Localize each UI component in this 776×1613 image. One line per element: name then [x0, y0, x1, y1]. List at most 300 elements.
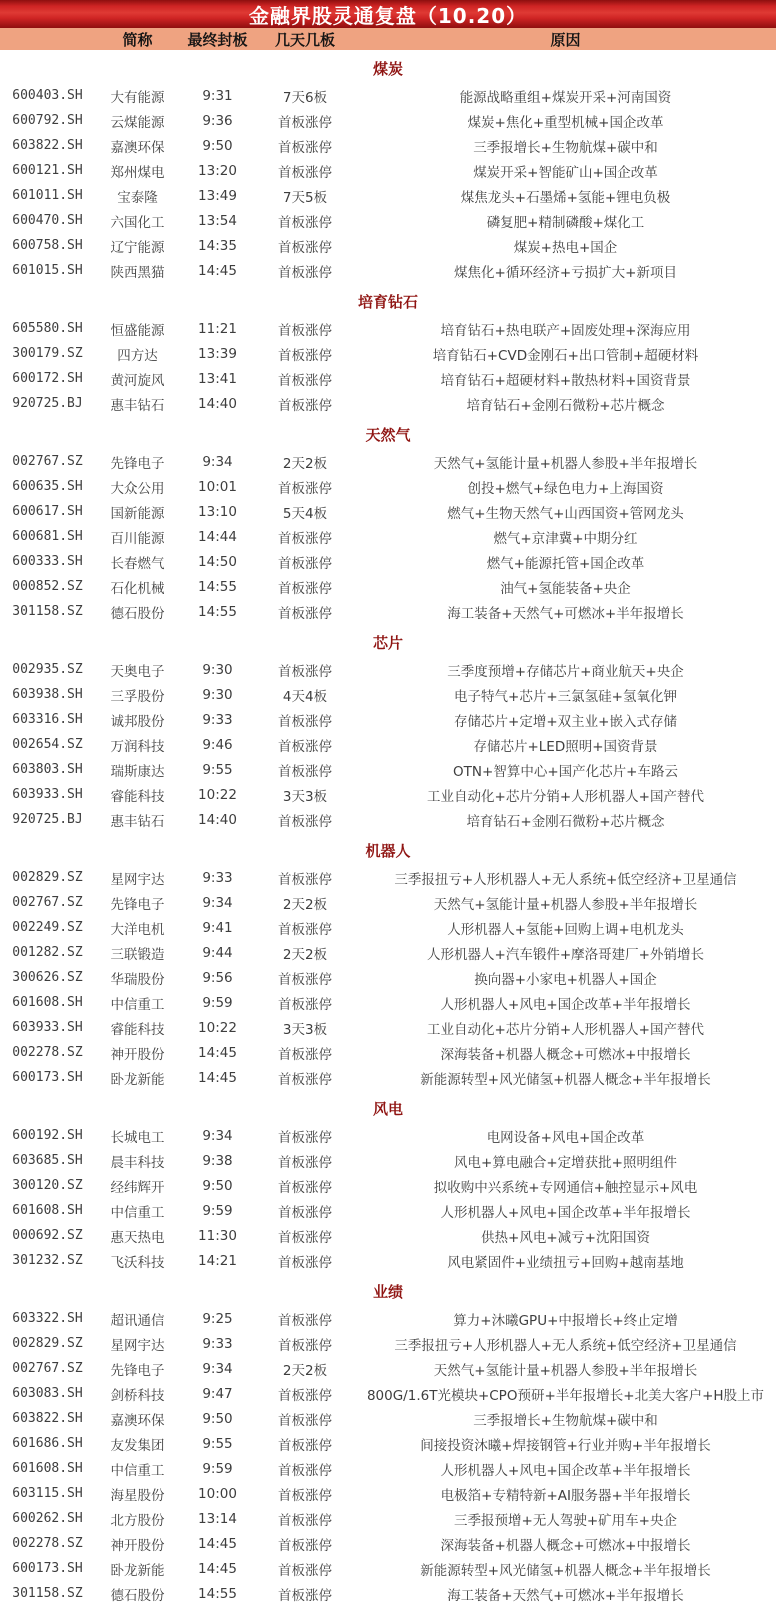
- table-row: [0, 1331, 776, 1356]
- stock-code: 002278.SZ: [12, 1536, 83, 1551]
- limit-up-reason: 人形机器人+风电+国企改革+半年报增长: [440, 996, 691, 1013]
- stock-code: 603083.SH: [12, 1386, 83, 1401]
- stock-code: 600173.SH: [12, 1561, 83, 1576]
- limit-up-reason: 培育钻石+超硬材料+散热材料+国资背景: [440, 372, 691, 389]
- stock-name: 三孚股份: [110, 688, 165, 705]
- seal-time: 9:30: [202, 661, 233, 678]
- limit-up-reason: 深海装备+机器人概念+可燃冰+中报增长: [440, 1046, 691, 1063]
- stock-code: 920725.BJ: [12, 812, 83, 827]
- seal-time: 9:50: [202, 137, 233, 154]
- table-row: [0, 474, 776, 499]
- table-row: [0, 1198, 776, 1223]
- stock-code: 600470.SH: [12, 213, 83, 228]
- stock-code: 301158.SZ: [12, 604, 83, 619]
- limit-up-reason: 煤炭+热电+国企: [513, 239, 618, 256]
- seal-time: 10:01: [198, 478, 237, 495]
- limit-up-reason: 创投+燃气+绿色电力+上海国资: [467, 480, 664, 497]
- board-count: 首板涨停: [278, 871, 332, 888]
- stock-code: 002829.SZ: [12, 870, 83, 885]
- stock-code: 600333.SH: [12, 554, 83, 569]
- limit-up-reason: 人形机器人+风电+国企改革+半年报增长: [440, 1462, 691, 1479]
- table-row: [0, 1123, 776, 1148]
- table-row: [0, 183, 776, 208]
- board-count: 首板涨停: [278, 1254, 332, 1271]
- limit-up-reason: 燃气+生物天然气+山西国资+管网龙头: [447, 505, 684, 522]
- stock-code: 603316.SH: [12, 712, 83, 727]
- seal-time: 14:44: [198, 528, 237, 545]
- seal-time: 9:36: [202, 112, 233, 129]
- seal-time: 13:41: [198, 370, 237, 387]
- limit-up-reason: 风电紧固件+业绩扭亏+回购+越南基地: [447, 1254, 684, 1271]
- stock-code: 002654.SZ: [12, 737, 83, 752]
- table-row: [0, 499, 776, 524]
- seal-time: 9:50: [202, 1410, 233, 1427]
- section-title: 煤炭: [372, 60, 403, 78]
- seal-time: 9:31: [202, 87, 233, 104]
- stock-name: 瑞斯康达: [110, 763, 165, 780]
- table-row: [0, 1065, 776, 1090]
- limit-up-reason: 拟收购中兴系统+专网通信+触控显示+风电: [433, 1179, 698, 1196]
- table-row: [0, 1481, 776, 1506]
- stock-code: 002767.SZ: [12, 1361, 83, 1376]
- table-row: [0, 1015, 776, 1040]
- seal-time: 14:45: [198, 1535, 237, 1552]
- table-row: [0, 83, 776, 108]
- stock-name: 睿能科技: [110, 788, 165, 805]
- stock-name: 中信重工: [110, 1204, 165, 1221]
- board-count: 首板涨停: [278, 347, 332, 364]
- table-row: [0, 1173, 776, 1198]
- table-row: [0, 1456, 776, 1481]
- limit-up-reason: 三季度预增+存储芯片+商业航天+央企: [447, 663, 684, 680]
- seal-time: 13:14: [198, 1510, 237, 1527]
- board-count: 首板涨停: [278, 1179, 332, 1196]
- board-count: 首板涨停: [278, 1462, 332, 1479]
- limit-up-reason: 存储芯片+定增+双主业+嵌入式存储: [454, 713, 677, 730]
- table-row: [0, 108, 776, 133]
- stock-name: 先锋电子: [110, 1362, 165, 1379]
- stock-name: 飞沃科技: [110, 1254, 165, 1271]
- section-title: 风电: [372, 1100, 403, 1118]
- stock-name: 中信重工: [110, 996, 165, 1013]
- section: [0, 1279, 776, 1606]
- stock-code: 000692.SZ: [12, 1228, 83, 1243]
- table-row: [0, 757, 776, 782]
- stock-name: 恒盛能源: [110, 322, 165, 339]
- board-count: 首板涨停: [278, 813, 332, 830]
- board-count: 3天3板: [282, 1021, 328, 1038]
- stock-code: 603322.SH: [12, 1311, 83, 1326]
- stock-name: 陕西黑猫: [110, 264, 165, 281]
- board-count: 首板涨停: [278, 996, 332, 1013]
- stock-code: 603115.SH: [12, 1486, 83, 1501]
- limit-up-reason: 培育钻石+热电联产+固废处理+深海应用: [440, 322, 691, 339]
- stock-name: 惠丰钻石: [110, 813, 165, 830]
- stock-name: 百川能源: [110, 530, 165, 547]
- table-row: [0, 599, 776, 624]
- seal-time: 9:50: [202, 1177, 233, 1194]
- board-count: 2天2板: [282, 455, 328, 472]
- limit-up-reason: 间接投资沐曦+焊接钢管+行业并购+半年报增长: [420, 1437, 711, 1454]
- stock-name: 卧龙新能: [110, 1562, 165, 1579]
- board-count: 2天2板: [282, 1362, 328, 1379]
- board-count: 首板涨停: [278, 1154, 332, 1171]
- table-row: [0, 915, 776, 940]
- stock-name: 云煤能源: [110, 114, 165, 131]
- board-count: 首板涨停: [278, 555, 332, 572]
- stock-name: 超讯通信: [110, 1312, 165, 1329]
- board-count: 首板涨停: [278, 1312, 332, 1329]
- limit-up-reason: 三季报预增+无人驾驶+矿用车+央企: [454, 1512, 677, 1529]
- seal-time: 14:55: [198, 1585, 237, 1602]
- stock-name: 经纬辉开: [110, 1179, 165, 1196]
- limit-up-reason: 天然气+氢能计量+机器人参股+半年报增长: [433, 896, 698, 913]
- board-count: 首板涨停: [278, 1512, 332, 1529]
- table-row: [0, 1306, 776, 1331]
- table-row: [0, 657, 776, 682]
- limit-up-reason: 人形机器人+汽车锻件+摩洛哥建厂+外销增长: [427, 946, 704, 963]
- stock-name: 长春燃气: [110, 555, 165, 572]
- table-row: [0, 1556, 776, 1581]
- board-count: 首板涨停: [278, 1487, 332, 1504]
- board-count: 首板涨停: [278, 763, 332, 780]
- seal-time: 9:30: [202, 686, 233, 703]
- limit-up-reason: 深海装备+机器人概念+可燃冰+中报增长: [440, 1537, 691, 1554]
- stock-name: 黄河旋风: [110, 372, 165, 389]
- limit-up-reason: 天然气+氢能计量+机器人参股+半年报增长: [433, 455, 698, 472]
- board-count: 首板涨停: [278, 480, 332, 497]
- table-row: [0, 965, 776, 990]
- stock-code: 920725.BJ: [12, 396, 83, 411]
- board-count: 首板涨停: [278, 1046, 332, 1063]
- limit-up-reason: 燃气+能源托管+国企改革: [486, 555, 645, 572]
- stock-code: 603933.SH: [12, 1020, 83, 1035]
- stock-code: 002278.SZ: [12, 1045, 83, 1060]
- limit-up-reason: 培育钻石+金刚石微粉+芯片概念: [466, 397, 665, 414]
- seal-time: 14:35: [198, 237, 237, 254]
- board-count: 首板涨停: [278, 214, 332, 231]
- stock-code: 605580.SH: [12, 321, 83, 336]
- section: [0, 838, 776, 1090]
- board-count: 首板涨停: [278, 372, 332, 389]
- column-header-board-count: 几天几板: [274, 30, 335, 49]
- table-row: [0, 1406, 776, 1431]
- stock-name: 辽宁能源: [110, 239, 165, 256]
- stock-name: 华瑞股份: [110, 971, 165, 988]
- stock-code: 601608.SH: [12, 995, 83, 1010]
- limit-up-reason: 培育钻石+金刚石微粉+芯片概念: [466, 813, 665, 830]
- table-row: [0, 1223, 776, 1248]
- limit-up-reason: 800G/1.6T光模块+CPO预研+半年报增长+北美大客户+H股上市: [366, 1387, 765, 1404]
- limit-up-reason: OTN+智算中心+国产化芯片+车路云: [453, 763, 678, 780]
- seal-time: 9:41: [202, 919, 233, 936]
- stock-code: 600192.SH: [12, 1128, 83, 1143]
- table-row: [0, 1431, 776, 1456]
- table-row: [0, 366, 776, 391]
- report-title-bar: [0, 0, 776, 28]
- seal-time: 13:20: [198, 162, 237, 179]
- stock-name: 中信重工: [110, 1462, 165, 1479]
- column-header-reason: 原因: [550, 30, 581, 49]
- seal-time: 14:45: [198, 262, 237, 279]
- stock-name: 大洋电机: [110, 921, 165, 938]
- seal-time: 14:50: [198, 553, 237, 570]
- board-count: 首板涨停: [278, 971, 332, 988]
- stock-name: 卧龙新能: [110, 1071, 165, 1088]
- stock-name: 大众公用: [110, 480, 165, 497]
- stock-code: 600681.SH: [12, 529, 83, 544]
- stock-name: 晨丰科技: [110, 1154, 165, 1171]
- section-title: 业绩: [372, 1283, 403, 1301]
- table-row: [0, 1506, 776, 1531]
- board-count: 5天4板: [282, 505, 328, 522]
- seal-time: 9:34: [202, 894, 233, 911]
- section-title: 培育钻石: [357, 293, 418, 311]
- stock-code: 603822.SH: [12, 138, 83, 153]
- stock-code: 600172.SH: [12, 371, 83, 386]
- section: [0, 422, 776, 624]
- stock-code: 000852.SZ: [12, 579, 83, 594]
- seal-time: 9:56: [202, 969, 233, 986]
- limit-up-reason: 工业自动化+芯片分销+人形机器人+国产替代: [427, 788, 704, 805]
- seal-time: 13:10: [198, 503, 237, 520]
- seal-time: 11:30: [198, 1227, 237, 1244]
- board-count: 首板涨停: [278, 322, 332, 339]
- table-row: [0, 1531, 776, 1556]
- section: [0, 289, 776, 416]
- limit-up-reason: 煤焦化+循环经济+亏损扩大+新项目: [454, 264, 677, 281]
- stock-code: 601686.SH: [12, 1436, 83, 1451]
- stock-name: 德石股份: [110, 605, 165, 622]
- stock-name: 神开股份: [110, 1537, 165, 1554]
- seal-time: 14:40: [198, 811, 237, 828]
- table-row: [0, 707, 776, 732]
- table-row: [0, 1148, 776, 1173]
- seal-time: 10:00: [198, 1485, 237, 1502]
- section-title: 芯片: [372, 634, 403, 652]
- section-title: 机器人: [365, 842, 411, 860]
- seal-time: 13:54: [198, 212, 237, 229]
- seal-time: 11:21: [198, 320, 237, 337]
- seal-time: 9:38: [202, 1152, 233, 1169]
- table-row: [0, 233, 776, 258]
- table-row: [0, 1581, 776, 1606]
- stock-code: 600792.SH: [12, 113, 83, 128]
- board-count: 首板涨停: [278, 1129, 332, 1146]
- stock-code: 600173.SH: [12, 1070, 83, 1085]
- stock-name: 嘉澳环保: [110, 139, 165, 156]
- table-row: [0, 208, 776, 233]
- table-row: [0, 1248, 776, 1273]
- seal-time: 9:34: [202, 453, 233, 470]
- board-count: 首板涨停: [278, 1537, 332, 1554]
- stock-name: 剑桥科技: [110, 1387, 165, 1404]
- table-row: [0, 316, 776, 341]
- table-row: [0, 1356, 776, 1381]
- stock-name: 三联锻造: [110, 946, 165, 963]
- stock-name: 郑州煤电: [110, 164, 165, 181]
- stock-name: 惠天热电: [110, 1229, 165, 1246]
- seal-time: 14:55: [198, 603, 237, 620]
- board-count: 首板涨停: [278, 1387, 332, 1404]
- stock-name: 宝泰隆: [117, 189, 158, 206]
- limit-up-reason: 人形机器人+氢能+回购上调+电机龙头: [447, 921, 684, 938]
- table-row: [0, 158, 776, 183]
- stock-name: 诚邦股份: [110, 713, 165, 730]
- seal-time: 14:45: [198, 1560, 237, 1577]
- table-body: [0, 56, 776, 1606]
- stock-code: 300120.SZ: [12, 1178, 83, 1193]
- seal-time: 9:46: [202, 736, 233, 753]
- limit-up-reason: 天然气+氢能计量+机器人参股+半年报增长: [433, 1362, 698, 1379]
- stock-code: 601011.SH: [12, 188, 83, 203]
- stock-code: 600262.SH: [12, 1511, 83, 1526]
- limit-up-reason: 电网设备+风电+国企改革: [486, 1129, 645, 1146]
- board-count: 首板涨停: [278, 580, 332, 597]
- stock-code: 301158.SZ: [12, 1586, 83, 1601]
- seal-time: 9:25: [202, 1310, 233, 1327]
- stock-code: 603933.SH: [12, 787, 83, 802]
- limit-up-reason: 人形机器人+风电+国企改革+半年报增长: [440, 1204, 691, 1221]
- limit-up-reason: 煤炭开采+智能矿山+国企改革: [473, 164, 658, 181]
- table-row: [0, 341, 776, 366]
- table-row: [0, 940, 776, 965]
- stock-name: 万润科技: [110, 738, 165, 755]
- board-count: 首板涨停: [278, 264, 332, 281]
- board-count: 首板涨停: [278, 921, 332, 938]
- table-row: [0, 574, 776, 599]
- seal-time: 9:33: [202, 711, 233, 728]
- stock-name: 北方股份: [110, 1512, 165, 1529]
- seal-time: 9:34: [202, 1360, 233, 1377]
- board-count: 3天3板: [282, 788, 328, 805]
- board-count: 首板涨停: [278, 1071, 332, 1088]
- stock-code: 002767.SZ: [12, 454, 83, 469]
- seal-time: 14:45: [198, 1044, 237, 1061]
- board-count: 首板涨停: [278, 605, 332, 622]
- table-row: [0, 391, 776, 416]
- seal-time: 14:45: [198, 1069, 237, 1086]
- limit-up-reason: 算力+沐曦GPU+中报增长+终止定增: [453, 1312, 678, 1329]
- board-count: 首板涨停: [278, 738, 332, 755]
- limit-up-reason: 煤炭+焦化+重型机械+国企改革: [467, 114, 664, 131]
- stock-name: 先锋电子: [110, 896, 165, 913]
- stock-name: 星网宇达: [110, 871, 165, 888]
- board-count: 4天4板: [282, 688, 328, 705]
- limit-up-reason: 换向器+小家电+机器人+国企: [474, 971, 657, 988]
- table-row: [0, 682, 776, 707]
- section-title: 天然气: [365, 426, 411, 444]
- board-count: 首板涨停: [278, 1412, 332, 1429]
- seal-time: 10:22: [198, 1019, 237, 1036]
- seal-time: 9:55: [202, 1435, 233, 1452]
- board-count: 2天2板: [282, 946, 328, 963]
- limit-up-reason: 三季报扭亏+人形机器人+无人系统+低空经济+卫星通信: [394, 1337, 737, 1354]
- stock-code: 601608.SH: [12, 1461, 83, 1476]
- board-count: 首板涨停: [278, 1437, 332, 1454]
- table-row: [0, 890, 776, 915]
- stock-name: 德石股份: [110, 1587, 165, 1604]
- table-row: [0, 865, 776, 890]
- table-row: [0, 782, 776, 807]
- seal-time: 9:59: [202, 1460, 233, 1477]
- stock-code: 603803.SH: [12, 762, 83, 777]
- board-count: 2天2板: [282, 896, 328, 913]
- stock-code: 002767.SZ: [12, 895, 83, 910]
- stock-code: 600121.SH: [12, 163, 83, 178]
- board-count: 首板涨停: [278, 239, 332, 256]
- table-row: [0, 133, 776, 158]
- stock-code: 603938.SH: [12, 687, 83, 702]
- table-row: [0, 1040, 776, 1065]
- stock-code: 603685.SH: [12, 1153, 83, 1168]
- seal-time: 9:44: [202, 944, 233, 961]
- board-count: 首板涨停: [278, 1229, 332, 1246]
- seal-time: 10:22: [198, 786, 237, 803]
- table-row: [0, 449, 776, 474]
- seal-time: 14:21: [198, 1252, 237, 1269]
- table-row: [0, 258, 776, 283]
- seal-time: 9:59: [202, 994, 233, 1011]
- stock-name: 神开股份: [110, 1046, 165, 1063]
- table-row: [0, 1381, 776, 1406]
- stock-code: 002249.SZ: [12, 920, 83, 935]
- board-count: 7天6板: [282, 89, 328, 106]
- stock-name: 石化机械: [110, 580, 165, 597]
- board-count: 首板涨停: [278, 397, 332, 414]
- seal-time: 9:34: [202, 1127, 233, 1144]
- seal-time: 9:55: [202, 761, 233, 778]
- limit-up-reason: 工业自动化+芯片分销+人形机器人+国产替代: [427, 1021, 704, 1038]
- limit-up-reason: 电极箔+专精特新+AI服务器+半年报增长: [440, 1487, 691, 1504]
- column-header-seal-time: 最终封板: [187, 30, 248, 49]
- stock-code: 301232.SZ: [12, 1253, 83, 1268]
- table-row: [0, 990, 776, 1015]
- stock-code: 600635.SH: [12, 479, 83, 494]
- stock-name: 大有能源: [110, 89, 165, 106]
- stock-code: 601608.SH: [12, 1203, 83, 1218]
- board-count: 首板涨停: [278, 139, 332, 156]
- board-count: 首板涨停: [278, 1587, 332, 1604]
- column-header-name: 简称: [122, 30, 153, 49]
- board-count: 首板涨停: [278, 1204, 332, 1221]
- limit-up-reason: 三季报增长+生物航煤+碳中和: [473, 1412, 658, 1429]
- board-count: 首板涨停: [278, 164, 332, 181]
- stock-code: 001282.SZ: [12, 945, 83, 960]
- seal-time: 9:33: [202, 869, 233, 886]
- stock-code: 600403.SH: [12, 88, 83, 103]
- stock-name: 天奥电子: [110, 663, 165, 680]
- limit-up-reason: 培育钻石+CVD金刚石+出口管制+超硬材料: [432, 347, 699, 364]
- stock-name: 长城电工: [110, 1129, 165, 1146]
- limit-up-reason: 供热+风电+减亏+沈阳国资: [481, 1229, 650, 1246]
- stock-code: 300179.SZ: [12, 346, 83, 361]
- table-row: [0, 732, 776, 757]
- limit-up-reason: 三季报扭亏+人形机器人+无人系统+低空经济+卫星通信: [394, 871, 737, 888]
- limit-up-reason: 风电+算电融合+定增获批+照明组件: [454, 1154, 677, 1171]
- limit-up-reason: 能源战略重组+煤炭开采+河南国资: [459, 89, 672, 106]
- stock-name: 四方达: [117, 347, 158, 364]
- seal-time: 14:40: [198, 395, 237, 412]
- stock-code: 002829.SZ: [12, 1336, 83, 1351]
- stock-code: 603822.SH: [12, 1411, 83, 1426]
- stock-name: 睿能科技: [110, 1021, 165, 1038]
- stock-code: 300626.SZ: [12, 970, 83, 985]
- limit-up-reason: 新能源转型+风光储氢+机器人概念+半年报增长: [420, 1562, 711, 1579]
- seal-time: 9:47: [202, 1385, 233, 1402]
- stock-code: 002935.SZ: [12, 662, 83, 677]
- board-count: 首板涨停: [278, 713, 332, 730]
